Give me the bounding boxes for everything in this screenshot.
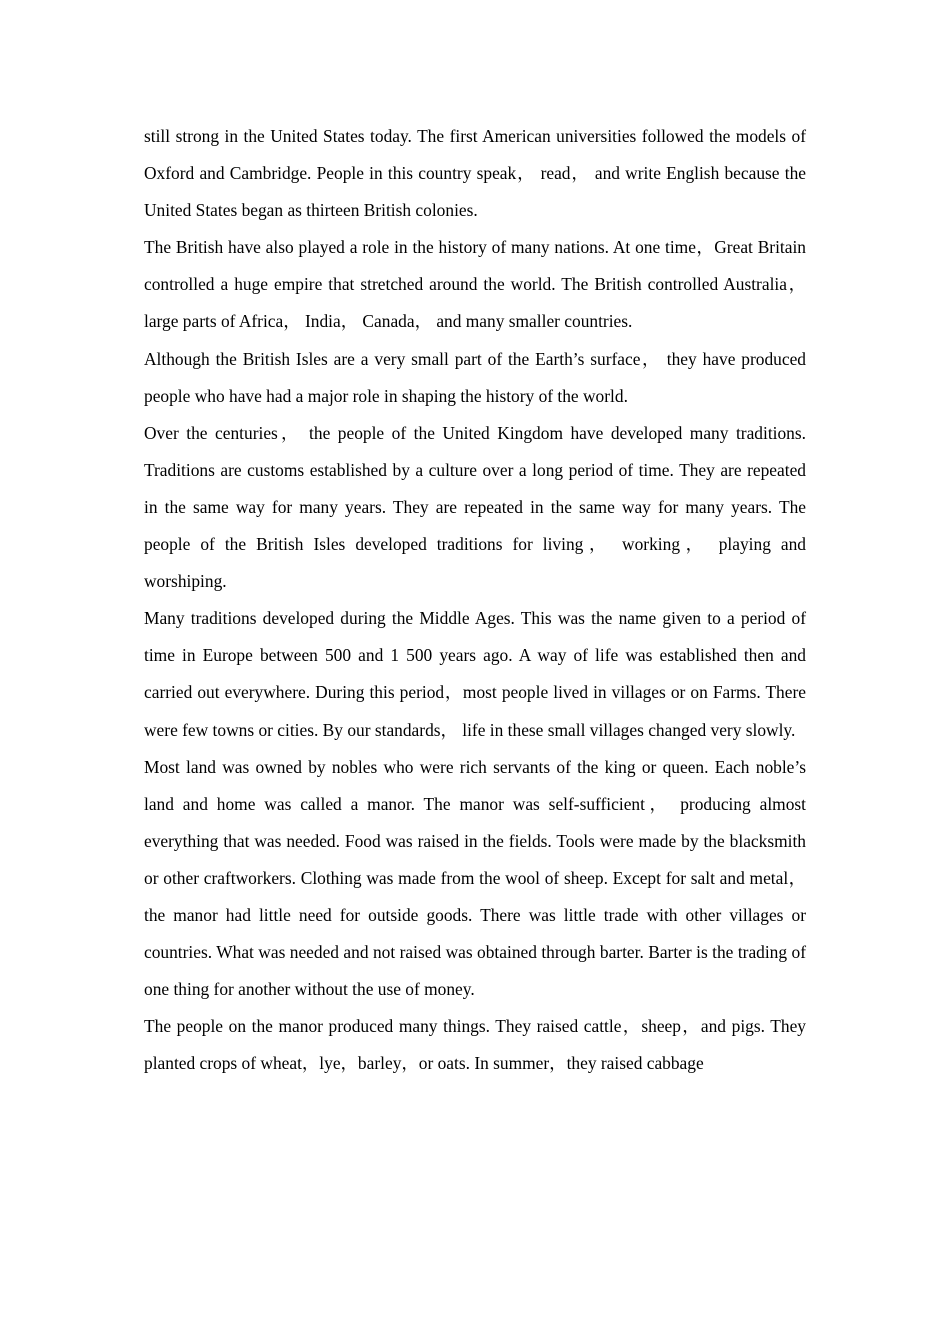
paragraph-5: Many traditions developed during the Middle Ages. This was the name given to a period of time in Europe between 500 and 1 500 years ago. A way of life was established then and carried out everywhere. During this period，most people lived in villages or on Farms. There were few towns or cities. By our standards， life in these small villages changed very slowly. (144, 608, 806, 740)
paragraph-7: The people on the manor produced many things. They raised cattle，sheep，and pigs. They planted crops of wheat，lye，barley，or oats. In summer，they raised cabbage (144, 1016, 806, 1074)
paragraph-3: Although the British Isles are a very small part of the Earth’s surface， they have produced people who have had a major role in shaping the history of the world. (144, 348, 806, 406)
paragraph-4: Over the centuries， the people of the United Kingdom have developed many traditions. Traditions are customs established by a culture over a long period of time. They are repeated in the same way for many years. They are repeated in the same way for many years. The people of the British Isles developed traditions for living， working， playing and worshiping. (144, 422, 806, 592)
document-body (144, 118, 806, 1082)
paragraph-6: Most land was owned by nobles who were rich servants of the king or queen. Each noble’s land and home was called a manor. The manor was self-sufficient， producing almost everything that was needed. Food was raised in the fields. Tools were made by the blacksmith or other craftworkers. Clothing was made from the wool of sheep. Except for salt and metal， the manor had little need for outside goods. There was little trade with other villages or countries. What was needed and not raised was obtained through barter. Barter is the trading of one thing for another without the use of money. (144, 756, 806, 1000)
paragraph-2: The British have also played a role in the history of many nations. At one time，Great Britain controlled a huge empire that stretched around the world. The British controlled Australia， large parts of Africa， India， Canada， and many smaller countries. (144, 237, 806, 332)
paragraph-1: still strong in the United States today. The first American universities followed the models of Oxford and Cambridge. People in this country speak， read， and write English because the United States began as thirteen British colonies. (144, 126, 806, 221)
